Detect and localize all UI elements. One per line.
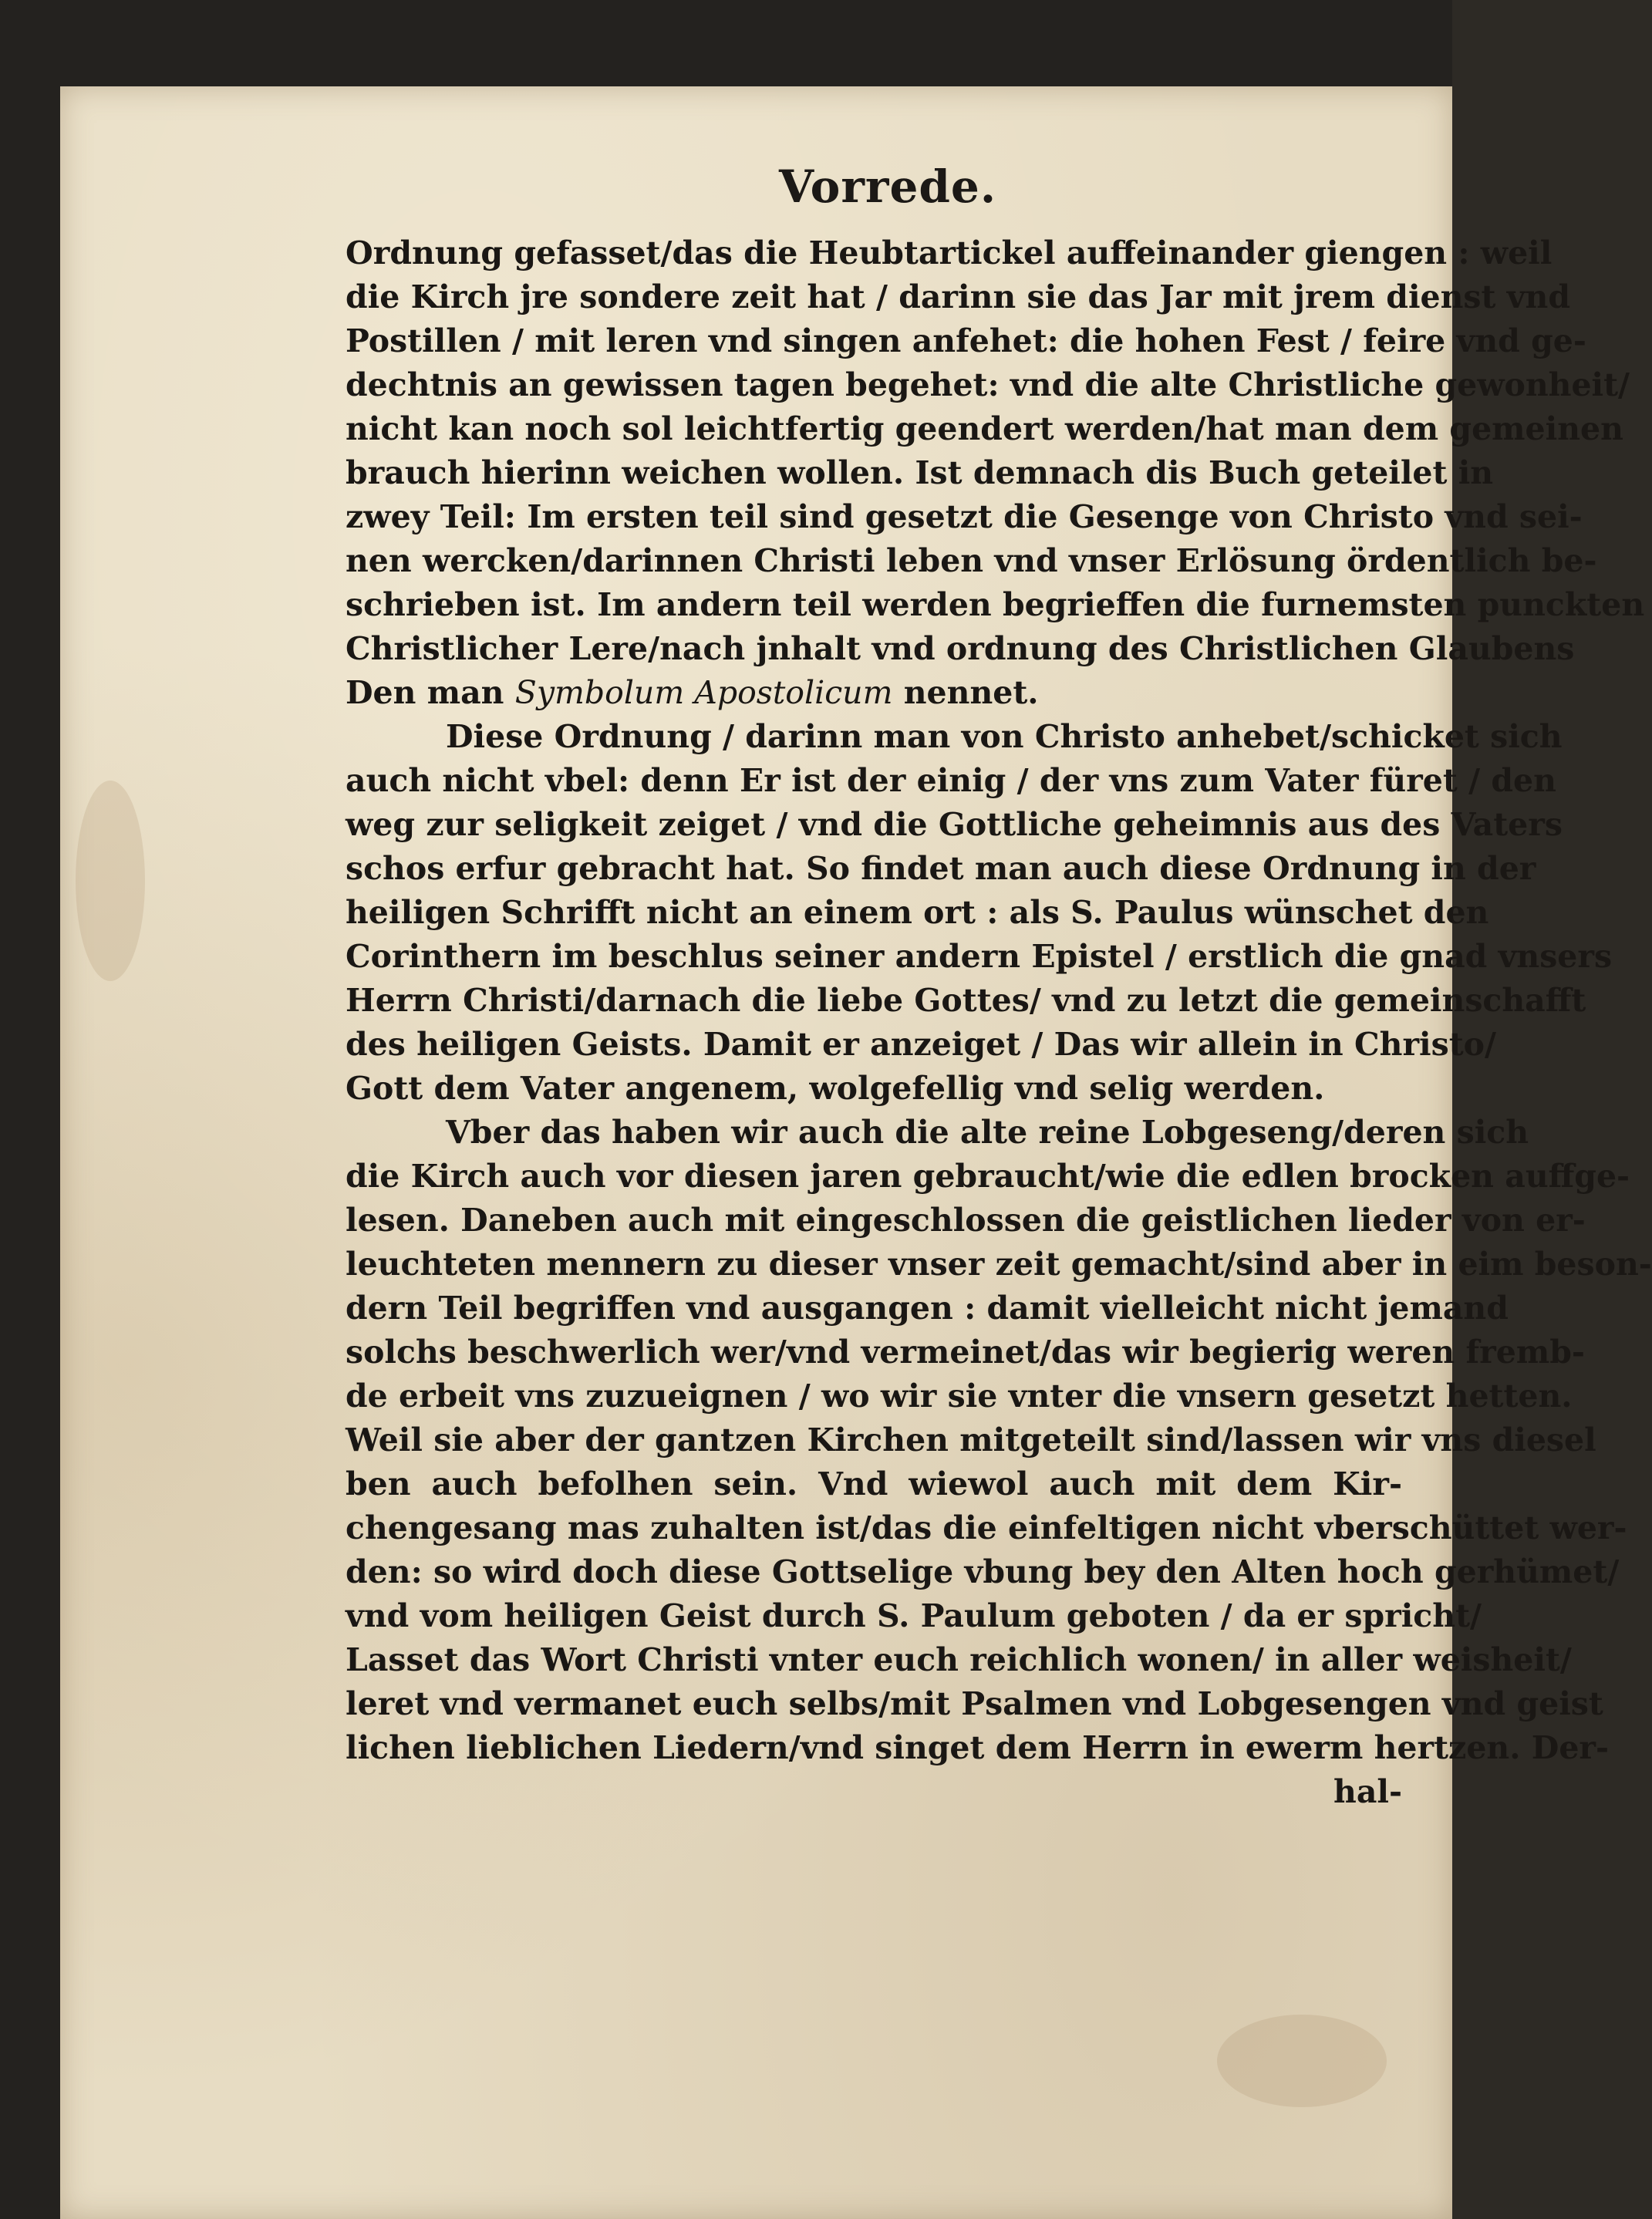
text-line: leuchteten mennern zu dieser vnser zeit gemacht/sind aber in eim beson- xyxy=(346,1246,1652,1283)
text-line: nen wercken/darinnen Christi leben vnd vnser Erlösung ördentlich be- xyxy=(346,542,1597,579)
text-line: lichen lieblichen Liedern/vnd singet dem Herrn in ewerm hertzen. Der- xyxy=(346,1729,1610,1766)
text-line: schos erfur gebracht hat. So findet man auch diese Ordnung in der xyxy=(346,850,1536,887)
text-line: die Kirch jre sondere zeit hat / darinn sie das Jar mit jrem dienst vnd xyxy=(346,278,1571,315)
text-line: Weil sie aber der gantzen Kirchen mitgeteilt sind/lassen wir vns diesel xyxy=(346,1421,1596,1459)
text-line: de erbeit vns zuzueignen / wo wir sie vnter die vnsern gesetzt hetten. xyxy=(346,1378,1573,1415)
body-text xyxy=(346,231,1652,1814)
text-line: chengesang mas zuhalten ist/das die einfeltigen nicht vberschüttet wer- xyxy=(346,1509,1627,1546)
text-line: ben auch befolhen sein. Vnd wiewol auch mit dem Kir- xyxy=(346,1465,1402,1502)
text-line: Herrn Christi/darnach die liebe Gottes/ vnd zu letzt die gemeinschafft xyxy=(346,982,1586,1019)
text-line: den: so wird doch diese Gottselige vbung bey den Alten hoch gerhümet/ xyxy=(346,1553,1620,1590)
text-line: solchs beschwerlich wer/vnd vermeinet/das wir begierig weren fremb- xyxy=(346,1334,1585,1371)
text-line: auch nicht vbel: denn Er ist der einig / der vns zum Vater füret / den xyxy=(346,762,1556,799)
text-line: Diese Ordnung / darinn man von Christo anhebet/schicket sich xyxy=(446,718,1563,755)
paper-stain xyxy=(76,781,145,981)
text-line: Postillen / mit leren vnd singen anfehet: die hohen Fest / feire vnd ge- xyxy=(346,322,1586,359)
text-line: Christlicher Lere/nach jnhalt vnd ordnung des Christlichen Glaubens xyxy=(346,630,1575,667)
text-line: zwey Teil: Im ersten teil sind gesetzt die Gesenge von Christo vnd sei- xyxy=(346,498,1583,535)
text-line: Vber das haben wir auch die alte reine Lobgeseng/deren sich xyxy=(446,1114,1529,1151)
text-line: dechtnis an gewissen tagen begehet: vnd die alte Christliche gewonheit/ xyxy=(346,366,1630,403)
text-line: schrieben ist. Im andern teil werden begrieffen die furnemsten punckten xyxy=(346,586,1645,623)
text-line: brauch hierinn weichen wollen. Ist demnach dis Buch geteilet in xyxy=(346,454,1494,491)
symbolum-before: Den man xyxy=(346,674,515,711)
text-line: lesen. Daneben auch mit eingeschlossen die geistlichen lieder von er- xyxy=(346,1202,1586,1239)
text-line: nicht kan noch sol leichtfertig geendert werden/hat man dem gemeinen xyxy=(346,410,1623,447)
text-line: weg zur seligkeit zeiget / vnd die Gottliche geheimnis aus des Vaters xyxy=(346,806,1563,843)
text-line: Gott dem Vater angenem, wolgefellig vnd selig werden. xyxy=(346,1070,1325,1107)
text-line: die Kirch auch vor diesen jaren gebraucht/wie die edlen brocken auffge- xyxy=(346,1158,1630,1195)
symbolum-after: nennet. xyxy=(892,674,1039,711)
text-line: dern Teil begriffen vnd ausgangen : damit vielleicht nicht jemand xyxy=(346,1290,1509,1327)
text-line: leret vnd vermanet euch selbs/mit Psalmen vnd Lobgesengen vnd geist xyxy=(346,1685,1603,1722)
text-line: vnd vom heiligen Geist durch S. Paulum geboten / da er spricht/ xyxy=(346,1597,1482,1634)
text-line: heiligen Schrifft nicht an einem ort : als S. Paulus wünschet den xyxy=(346,894,1489,931)
page-header: Vorrede. xyxy=(779,160,997,213)
text-line: Ordnung gefasset/das die Heubtartickel auffeinander giengen : weil xyxy=(346,234,1553,271)
catchword: hal- xyxy=(1333,1773,1402,1810)
text-line: des heiligen Geists. Damit er anzeiget / Das wir allein in Christo/ xyxy=(346,1026,1496,1063)
symbolum-italic: Symbolum Apostolicum xyxy=(514,674,893,711)
paper-stain xyxy=(1217,2015,1387,2107)
symbolum-line xyxy=(346,671,1402,715)
text-line: Corinthern im beschlus seiner andern Epistel / erstlich die gnad vnsers xyxy=(346,938,1613,975)
text-line: Lasset das Wort Christi vnter euch reichlich wonen/ in aller weisheit/ xyxy=(346,1641,1572,1678)
